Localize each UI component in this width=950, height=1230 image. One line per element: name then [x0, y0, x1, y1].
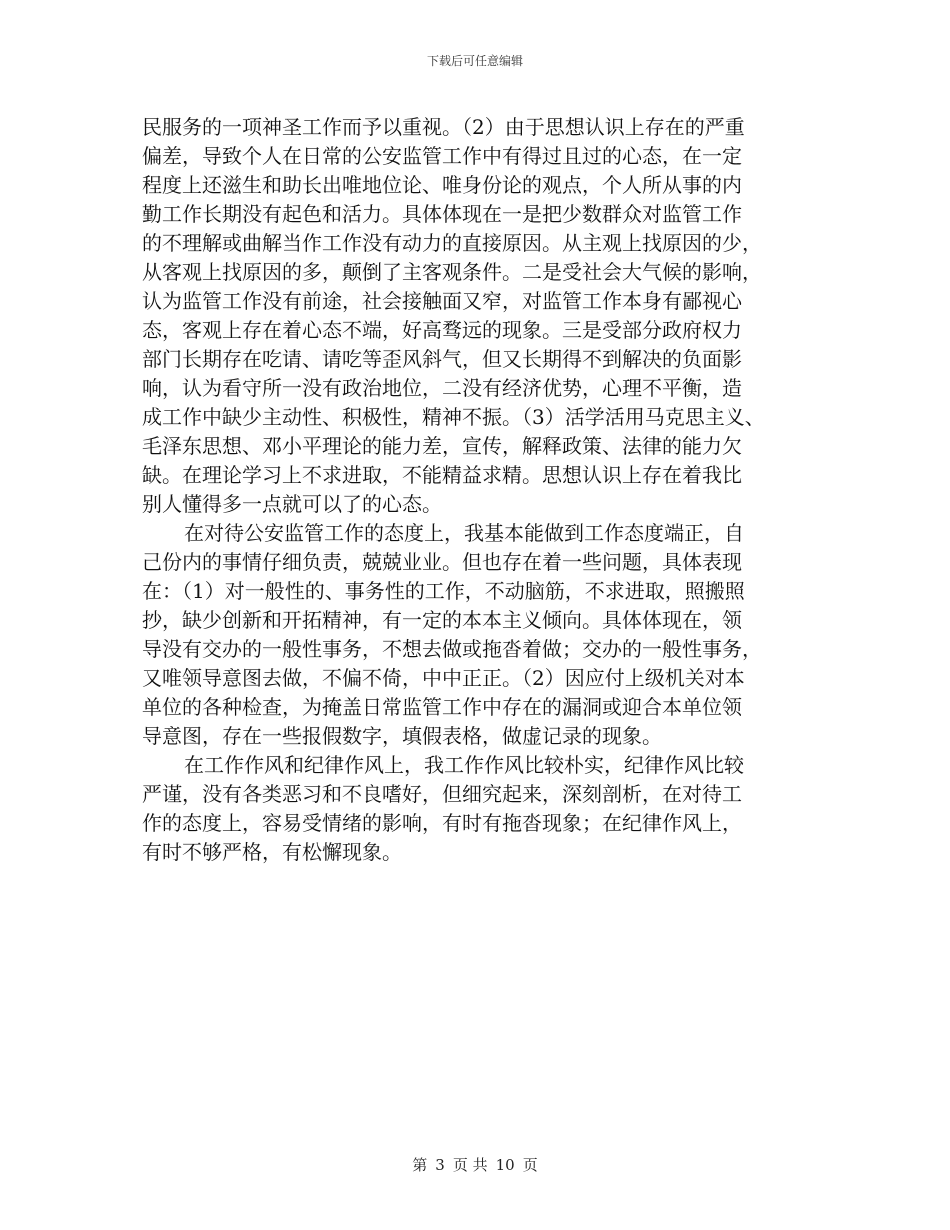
current-page-number: 3	[435, 1156, 445, 1174]
text-line: 单位的各种检查，为掩盖日常监管工作中存在的漏洞或迎合本单位领	[142, 695, 742, 719]
text-line: 又唯领导意图去做，不偏不倚，中中正正。（2）因应付上级机关对本	[142, 666, 745, 690]
text-line: 别人懂得多一点就可以了的心态。	[142, 492, 442, 516]
text-line: 缺。在理论学习上不求进取，不能精益求精。思想认识上存在着我比	[142, 463, 742, 487]
text-line: 成工作中缺少主动性、积极性，精神不振。（3）活学活用马克思主义、	[142, 405, 765, 429]
text-line: 认为监管工作没有前途，社会接触面又窄，对监管工作本身有鄙视心	[142, 289, 742, 313]
text-line: 导意图，存在一些报假数字，填假表格，做虚记录的现象。	[142, 724, 662, 748]
paragraph-first-line: 在工作作风和纪律作风上，我工作作风比较朴实，纪律作风比较	[184, 753, 744, 777]
text-line: 部门长期存在吃请、请吃等歪风斜气，但又长期得不到解决的负面影	[142, 347, 742, 371]
text-line: 程度上还滋生和助长出唯地位论、唯身份论的观点，个人所从事的内	[142, 173, 742, 197]
page-footer	[0, 1154, 950, 1175]
text-line: 严谨，没有各类恶习和不良嗜好，但细究起来，深刻剖析，在对待工	[142, 782, 742, 806]
footer-suffix: 页	[522, 1156, 538, 1174]
text-line: 在：（1）对一般性的、事务性的工作，不动脑筋，不求进取，照搬照	[142, 579, 745, 603]
text-line: 偏差，导致个人在日常的公安监管工作中有得过且过的心态，在一定	[142, 144, 742, 168]
document-body	[142, 113, 814, 867]
footer-middle: 页 共	[452, 1156, 488, 1174]
paragraph-first-line: 在对待公安监管工作的态度上，我基本能做到工作态度端正，自	[184, 521, 744, 545]
text-line: 作的态度上，容易受情绪的影响，有时有拖沓现象；在纪律作风上，	[142, 811, 742, 835]
text-line: 态，客观上存在着心态不端，好高骛远的现象。三是受部分政府权力	[142, 318, 742, 342]
total-page-count: 10	[495, 1156, 515, 1174]
text-line: 响，认为看守所一没有政治地位，二没有经济优势，心理不平衡，造	[142, 376, 742, 400]
text-line: 民服务的一项神圣工作而予以重视。（2）由于思想认识上存在的严重	[142, 115, 745, 139]
text-line: 导没有交办的一般性事务，不想去做或拖沓着做；交办的一般性事务，	[142, 637, 762, 661]
text-line: 有时不够严格，有松懈现象。	[142, 840, 402, 864]
text-line: 抄，缺少创新和开拓精神，有一定的本本主义倾向。具体体现在，领	[142, 608, 742, 632]
text-line: 的不理解或曲解当作工作没有动力的直接原因。从主观上找原因的少，	[142, 231, 762, 255]
text-line: 毛泽东思想、邓小平理论的能力差，宣传，解释政策、法律的能力欠	[142, 434, 742, 458]
text-line: 己份内的事情仔细负责，兢兢业业。但也存在着一些问题，具体表现	[142, 550, 742, 574]
text-line: 勤工作长期没有起色和活力。具体体现在一是把少数群众对监管工作	[142, 202, 742, 226]
text-line: 从客观上找原因的多，颠倒了主客观条件。二是受社会大气候的影响，	[142, 260, 762, 284]
footer-prefix: 第	[412, 1156, 428, 1174]
page-header: 下载后可任意编辑	[426, 54, 523, 68]
